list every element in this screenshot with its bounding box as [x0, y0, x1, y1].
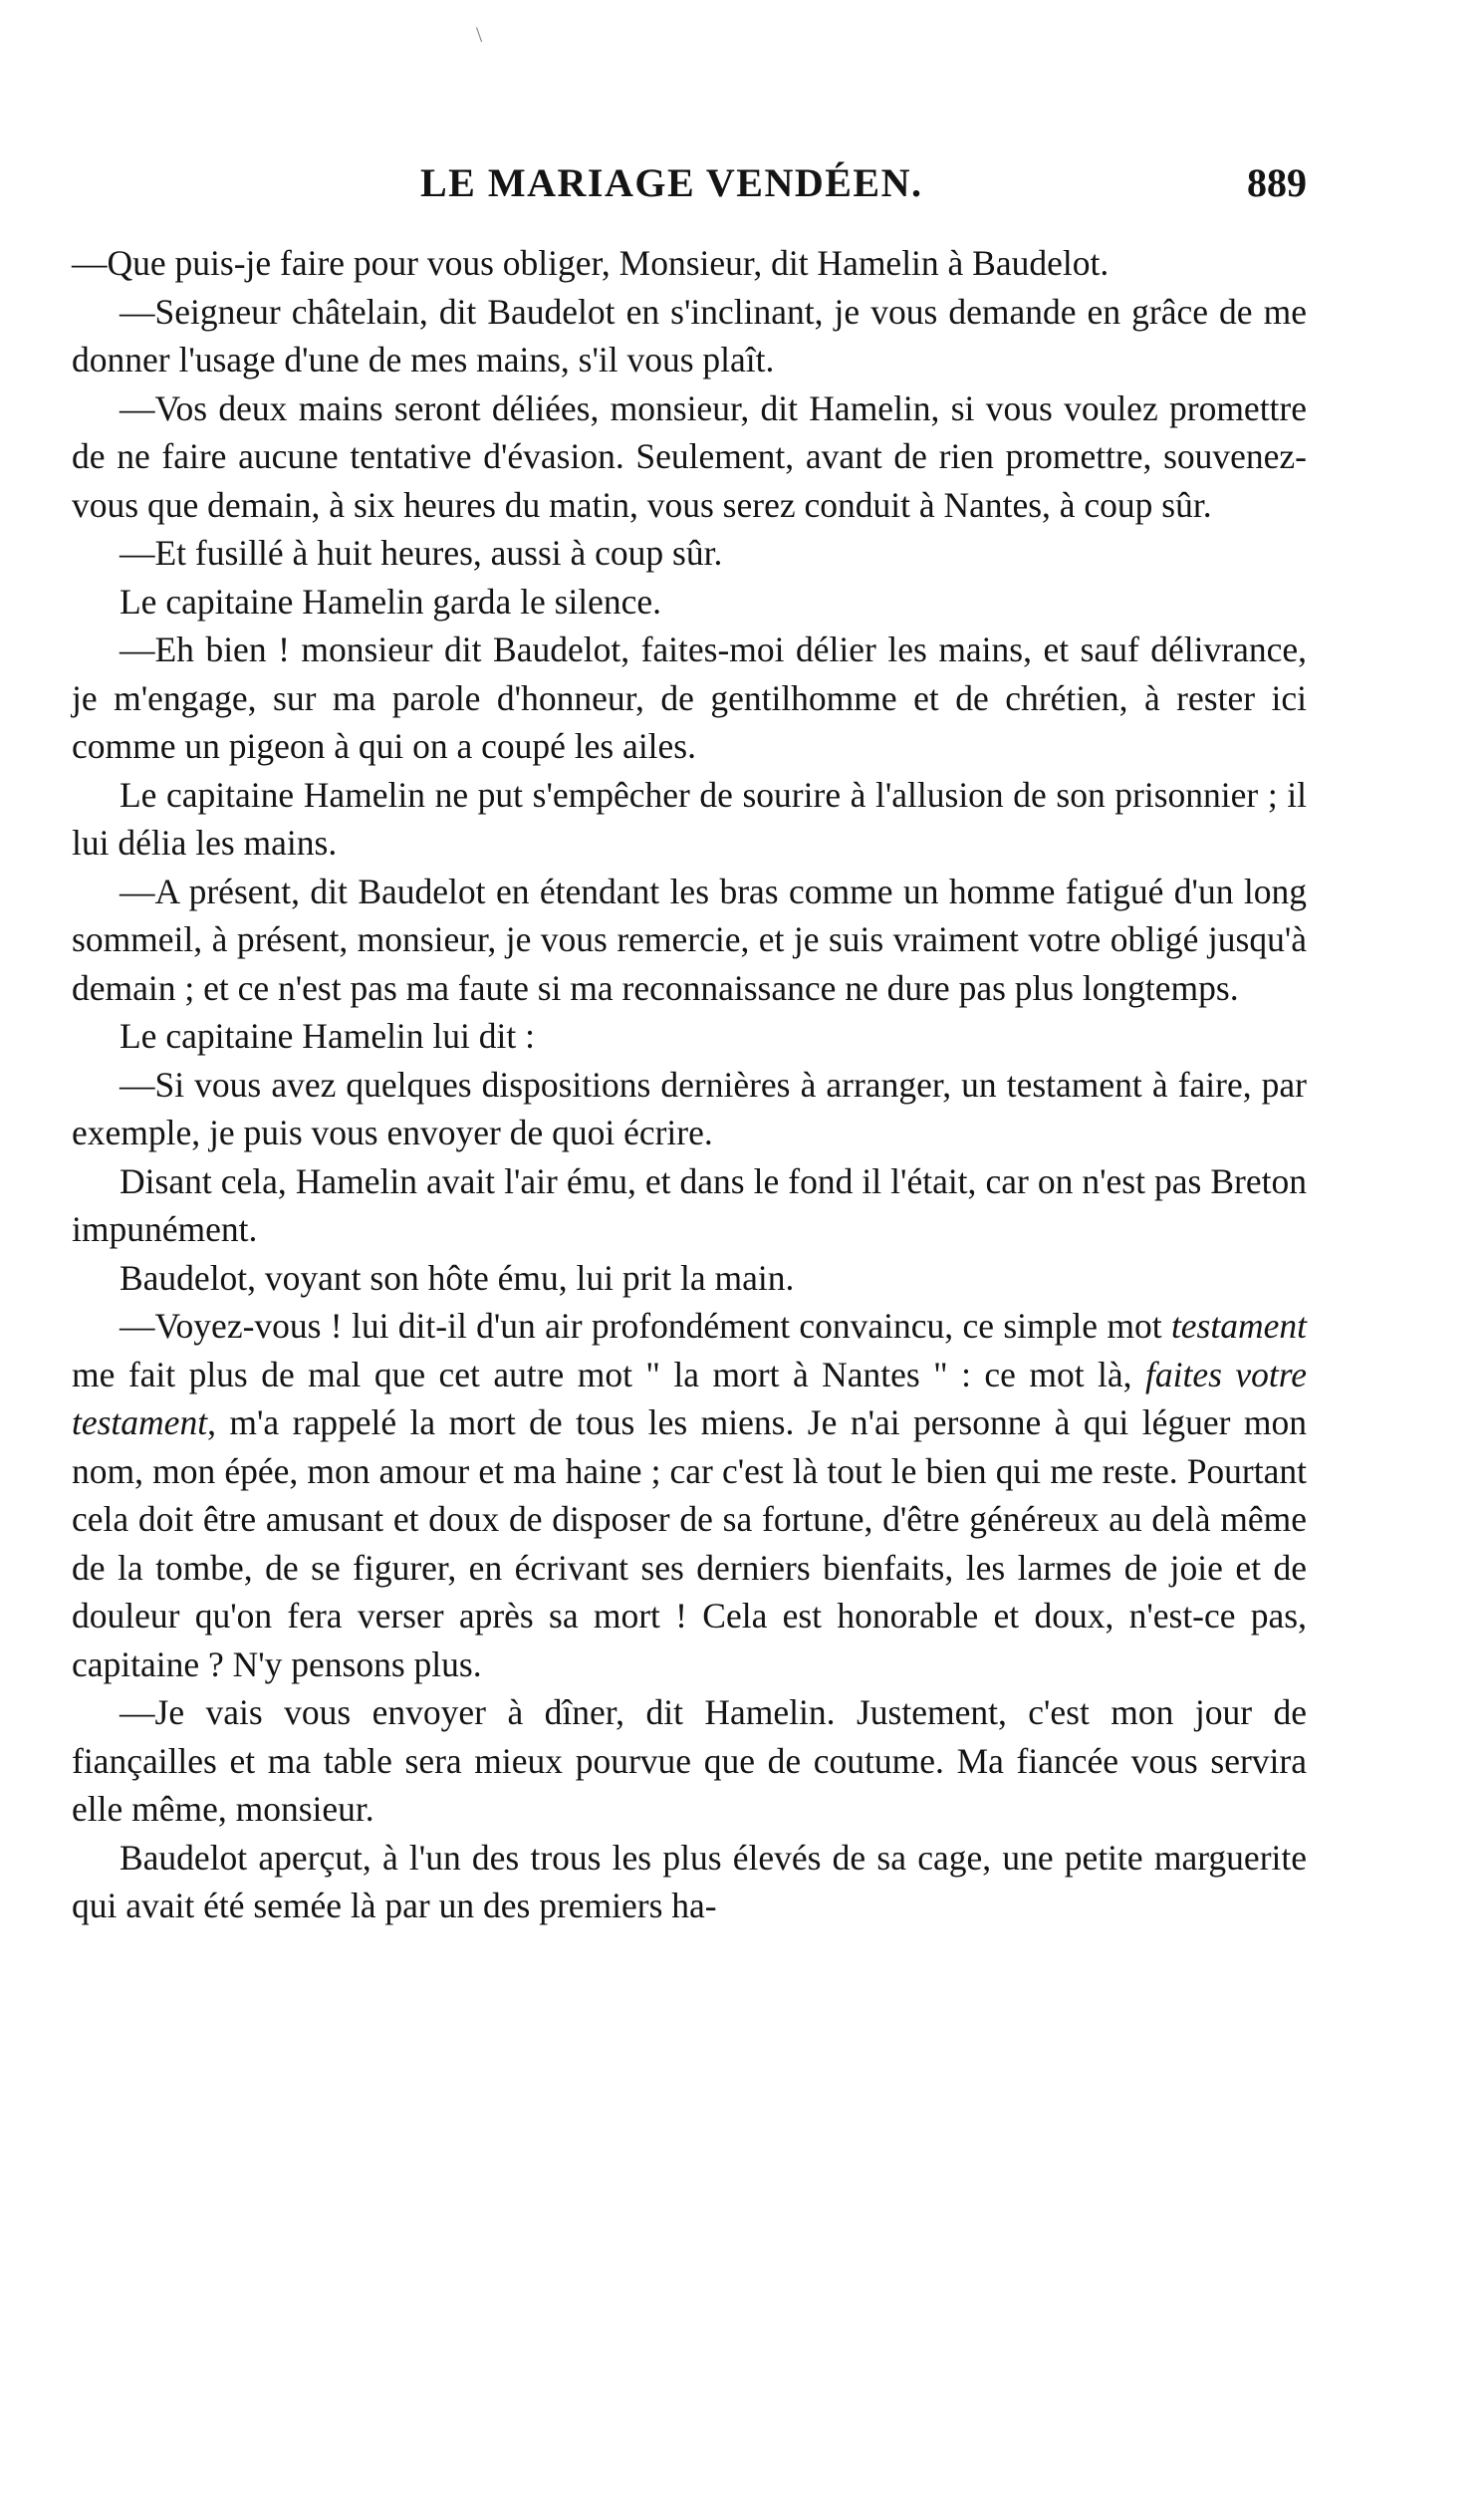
paragraph-11: Disant cela, Hamelin avait l'air ému, et dans le fond il l'était, car on n'est pas Breton impunément.: [72, 1160, 1307, 1249]
paragraph-13: [72, 1302, 1307, 1688]
paragraph-15: Baudelot aperçut, à l'un des trous les plus élevés de sa cage, une petite marguerite qui avait été semée là par un des premiers ha-: [72, 1837, 1307, 1925]
paragraph-5: Le capitaine Hamelin garda le silence.: [120, 581, 662, 622]
paragraph-12: Baudelot, voyant son hôte ému, lui prit la main.: [120, 1257, 795, 1298]
page-number: 889: [1247, 160, 1307, 205]
paragraph-6: —Eh bien ! monsieur dit Baudelot, faites-moi délier les mains, et sauf délivrance, je m'engage, sur ma parole d'honneur, de gentilhomme et de chrétien, à rester ici comme un pigeon à qui on a coupé les ailes.: [72, 630, 1307, 766]
emphasis-faites-votre-testament: faites votre testament: [72, 1354, 1307, 1442]
paragraph-13-part-2: me fait plus de mal que cet autre mot " la mort à Nantes " : ce mot là,: [72, 1354, 1146, 1394]
running-title: LE MARIAGE VENDÉEN.: [420, 160, 923, 205]
paragraph-14: —Je vais vous envoyer à dîner, dit Hamelin. Justement, c'est mon jour de fiançailles et ma table sera mieux pourvue que de coutume. Ma fiancée vous servira elle même, monsieur.: [72, 1692, 1307, 1829]
paragraph-13-part-3: , m'a rappelé la mort de tous les miens. Je n'ai personne à qui léguer mon nom, mon épée, mon amour et ma haine ; car c'est là tout le bien qui me reste. Pourtant cela doit être amusant et doux de disposer de sa fortune, d'être généreux au delà même de la tombe, de se figurer, en écrivant ses derniers bienfaits, les larmes de joie et de douleur qu'on fera verser après sa mort ! Cela est honorable et doux, n'est-ce pas, capitaine ? N'y pensons plus.: [72, 1402, 1307, 1684]
paragraph-10: —Si vous avez quelques dispositions dernières à arranger, un testament à faire, par exemple, je puis vous envoyer de quoi écrire.: [72, 1064, 1307, 1152]
stray-ink-mark: \: [476, 22, 483, 47]
paragraph-9: Le capitaine Hamelin lui dit :: [120, 1016, 535, 1056]
paragraph-1: —Que puis-je faire pour vous obliger, Monsieur, dit Hamelin à Baudelot.: [72, 243, 1110, 283]
paragraph-7: Le capitaine Hamelin ne put s'empêcher de sourire à l'allusion de son prisonnier ; il lui délia les mains.: [72, 774, 1307, 863]
running-head: [72, 159, 1307, 219]
paragraph-4: —Et fusillé à huit heures, aussi à coup sûr.: [120, 533, 723, 573]
emphasis-testament: testament: [1170, 1306, 1307, 1346]
paragraph-13-part-1: —Voyez-vous ! lui dit-il d'un air profondément convaincu, ce simple mot: [120, 1306, 1171, 1346]
paragraph-3: —Vos deux mains seront déliées, monsieur, dit Hamelin, si vous voulez promettre de ne faire aucune tentative d'évasion. Seulement, avant de rien promettre, souvenez-vous que demain, à six heures du matin, vous serez conduit à Nantes, à coup sûr.: [72, 387, 1307, 525]
body-text: [72, 239, 1307, 1930]
paragraph-8: —A présent, dit Baudelot en étendant les bras comme un homme fatigué d'un long sommeil, à présent, monsieur, je vous remercie, et je suis vraiment votre obligé jusqu'à demain ; et ce n'est pas ma faute si ma reconnaissance ne dure pas plus longtemps.: [72, 871, 1307, 1008]
paragraph-2: —Seigneur châtelain, dit Baudelot en s'inclinant, je vous demande en grâce de me donner l'usage d'une de mes mains, s'il vous plaît.: [72, 291, 1307, 379]
